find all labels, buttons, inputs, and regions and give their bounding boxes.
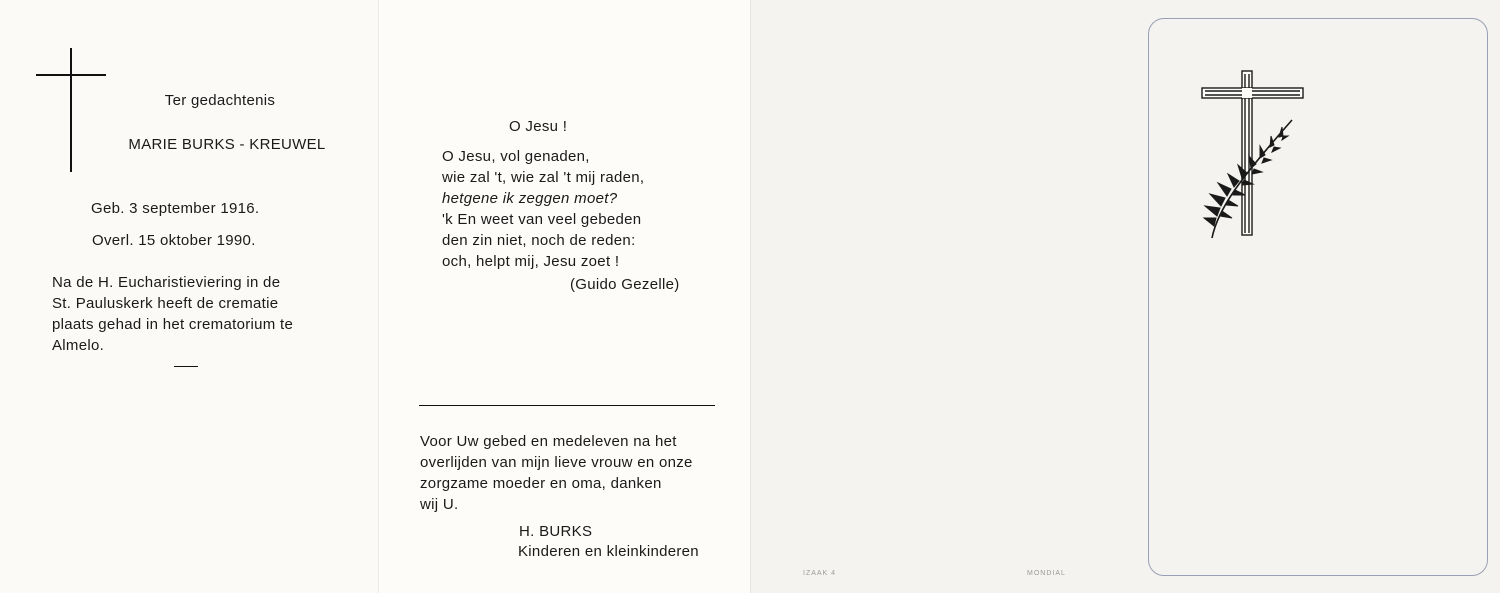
notice-line: plaats gehad in het crematorium te — [52, 316, 294, 333]
thanks-line: wij U. — [420, 496, 459, 513]
imprint-left: IZAAK 4 — [803, 570, 837, 577]
middle-card-panel — [378, 0, 751, 593]
notice-line: Almelo. — [52, 337, 105, 354]
thanks-line: Voor Uw gebed en medeleven na het — [420, 433, 677, 450]
prayer-line: O Jesu, vol genaden, — [442, 148, 590, 165]
signature-family: Kinderen en kleinkinderen — [518, 543, 699, 560]
birth-date: Geb. 3 september 1916. — [91, 200, 260, 217]
prayer-line: den zin niet, noch de reden: — [442, 232, 636, 249]
in-memoriam-heading: Ter gedachtenis — [164, 92, 276, 109]
signature-name: H. BURKS — [519, 523, 593, 540]
prayer-line: 'k En weet van veel gebeden — [442, 211, 642, 228]
left-card-panel — [0, 0, 378, 593]
cross-icon — [36, 48, 108, 174]
notice-line: St. Pauluskerk heeft de crematie — [52, 295, 279, 312]
cross-with-palm-icon — [1196, 68, 1310, 240]
prayer-author: (Guido Gezelle) — [570, 276, 680, 293]
thanks-line: overlijden van mijn lieve vrouw en onze — [420, 454, 693, 471]
death-date: Overl. 15 oktober 1990. — [92, 232, 256, 249]
prayer-verse — [442, 146, 644, 272]
divider-dash — [174, 366, 198, 367]
deceased-name: MARIE BURKS - KREUWEL — [128, 136, 326, 153]
prayer-line: och, helpt mij, Jesu zoet ! — [442, 253, 620, 270]
imprint-center: MONDIAL — [1027, 570, 1066, 577]
prayer-title: O Jesu ! — [509, 118, 568, 135]
cremation-notice — [52, 272, 316, 356]
prayer-line: wie zal 't, wie zal 't mij raden, — [442, 169, 645, 186]
separator-line — [419, 405, 715, 406]
thanks-message — [420, 431, 693, 515]
prayer-line: hetgene ik zeggen moet? — [442, 190, 618, 207]
thanks-line: zorgzame moeder en oma, danken — [420, 475, 662, 492]
notice-line: Na de H. Eucharistieviering in de — [52, 274, 281, 291]
